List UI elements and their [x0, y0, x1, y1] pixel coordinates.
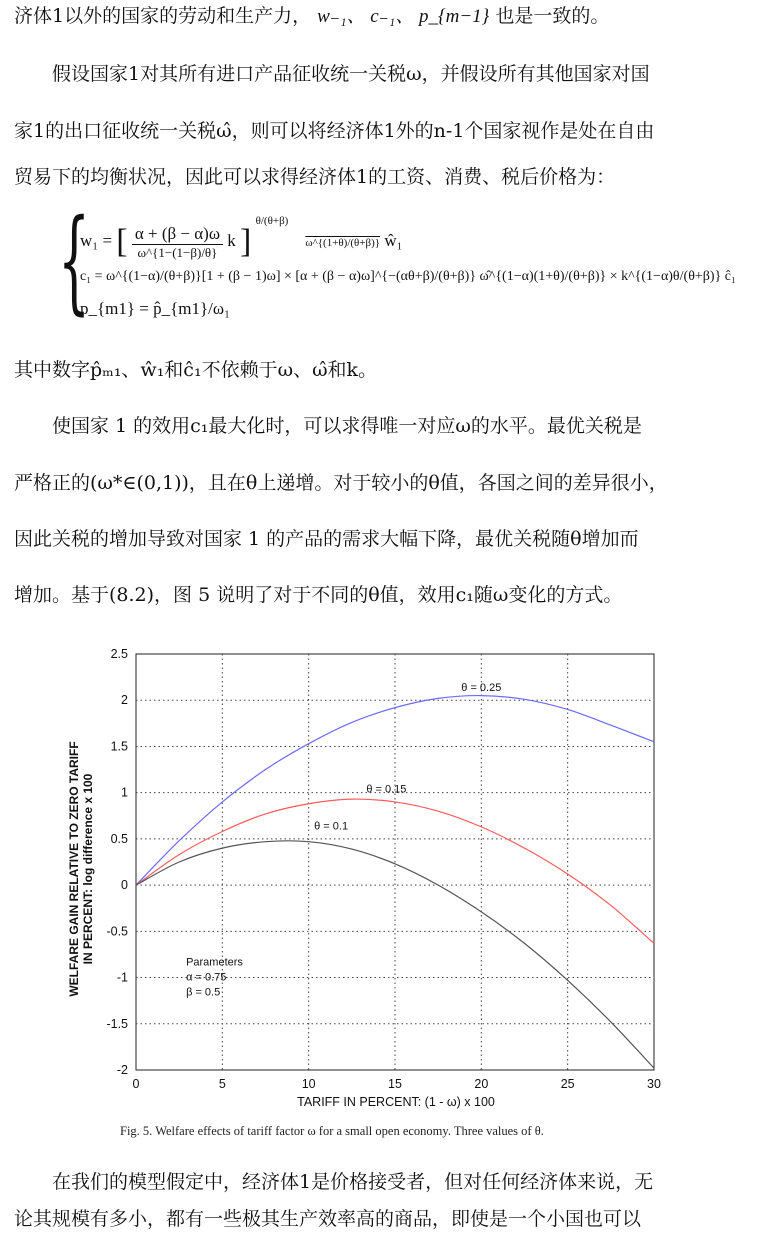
y-tick-label: 1 [121, 785, 128, 800]
text-run: 济体1以外的国家的劳动和生产力， [14, 5, 312, 27]
welfare-chart [60, 640, 740, 1120]
figure-caption: Fig. 5. Welfare effects of tariff factor ω for a small open economy. Three values of θ. [120, 1124, 544, 1138]
math-vars: w₋₁、 c₋₁、 p_{m−1} [317, 6, 490, 27]
y-tick-label: -0.5 [106, 924, 128, 939]
paragraph-line: 其中数字p̂ₘ₁、ŵ₁和ĉ₁不依赖于ω、ω̂和k。 [14, 359, 378, 381]
y-axis-label-line1: WELFARE GAIN RELATIVE TO ZERO TARIFF [67, 741, 81, 997]
equation-wage: w₁ = [ $\frac{\alpha + (\beta - \alpha)\omega}{\omega\^{}\{1-(1-\beta)/\theta\}}$ k ] $^{\theta/(\theta+\beta)}$ ω^{(1+θ)/(θ+β)} ŵ₁ [80, 215, 403, 261]
fraction-denominator: ω^{1−(1−β)/θ} [137, 244, 218, 260]
equation-price: p_{m1} = p̂_{m1}/ω₁ [80, 299, 231, 318]
left-brace: { [58, 196, 91, 326]
x-tick-label: 0 [132, 1077, 140, 1091]
parameters-annotation [186, 957, 243, 999]
annotation-line: Parameters [186, 956, 243, 969]
equation-consumption: c₁ = ω^{(1−α)/(θ+β)}[1 + (β − 1)ω] × [α + (β − α)ω]^{−(αθ+β)/(θ+β)} ω̂^{(1−α)(1+θ)/(θ+β)} × k^{(1−α)θ/(θ+β)} ĉ₁ [80, 269, 736, 284]
fraction [132, 224, 223, 261]
text-run: 也是一致的。 [495, 5, 610, 27]
equation-system [58, 196, 773, 326]
series-label: θ = 0.1 [314, 820, 349, 833]
paragraph-line: 使国家 1 的效用c₁最大化时，可以求得唯一对应ω的水平。最优关税是 [52, 415, 642, 437]
chart-svg [60, 640, 740, 1120]
eq-exponent: θ/(θ+β) [255, 215, 289, 227]
series-label: θ = 0.15 [366, 783, 407, 796]
paragraph-line [14, 2, 764, 31]
paragraph-line: 假设国家1对其所有进口产品征收统一关税ω，并假设所有其他国家对国 [52, 63, 650, 85]
eq-tail: ŵ₁ [384, 231, 403, 250]
y-axis-label-line2: IN PERCENT: log difference x 100 [81, 773, 95, 965]
paragraph-line: 严格正的(ω*∈(0,1))，且在θ上递增。对于较小的θ值，各国之间的差异很小， [14, 472, 668, 494]
y-tick-label: 0.5 [110, 831, 128, 846]
x-tick-label: 25 [560, 1077, 575, 1091]
paragraph-line: 家1的出口征收统一关税ω̂，则可以将经济体1外的n-1个国家视作是处在自由 [14, 120, 655, 142]
eq-overline-term: ω^{(1+θ)/(θ+β)} [305, 237, 381, 249]
grid-layer [136, 654, 654, 1070]
y-tick-label: -1 [116, 970, 128, 985]
x-tick-label: 15 [388, 1077, 402, 1091]
y-tick-label: 0 [121, 878, 128, 893]
paragraph-line: 贸易下的均衡状况，因此可以求得经济体1的工资、消费、税后价格为： [14, 166, 616, 188]
x-tick-label: 30 [647, 1077, 661, 1091]
y-tick-label: 1.5 [110, 739, 128, 754]
paragraph-line: 因此关税的增加导致对国家 1 的产品的需求大幅下降，最优关税随θ增加而 [14, 528, 639, 550]
ticks-layer [106, 647, 661, 1091]
y-tick-label: -1.5 [106, 1016, 128, 1031]
y-tick-label: -2 [116, 1063, 128, 1077]
fraction-numerator: α + (β − α)ω [132, 224, 223, 245]
x-tick-label: 20 [474, 1077, 489, 1091]
annotation-line: α = 0.75 [186, 971, 227, 984]
x-tick-label: 10 [301, 1077, 316, 1091]
eq-k: k [227, 231, 236, 250]
y-tick-label: 2 [121, 693, 128, 708]
paragraph-line: 论其规模有多小，都有一些极其生产效率高的商品，即使是一个小国也可以 [14, 1208, 642, 1230]
paragraph-line: 在我们的模型假定中，经济体1是价格接受者，但对任何经济体来说，无 [52, 1171, 654, 1193]
x-tick-label: 5 [218, 1077, 226, 1091]
annotation-line: β = 0.5 [186, 986, 221, 999]
x-axis-label: TARIFF IN PERCENT: (1 - ω) x 100 [297, 1095, 495, 1109]
eq-lhs: w₁ = [80, 231, 117, 250]
paragraph-line: 增加。基于(8.2)，图 5 说明了对于不同的θ值，效用c₁随ω变化的方式。 [14, 584, 623, 606]
y-tick-label: 2.5 [110, 647, 128, 661]
series-label: θ = 0.25 [461, 681, 502, 694]
